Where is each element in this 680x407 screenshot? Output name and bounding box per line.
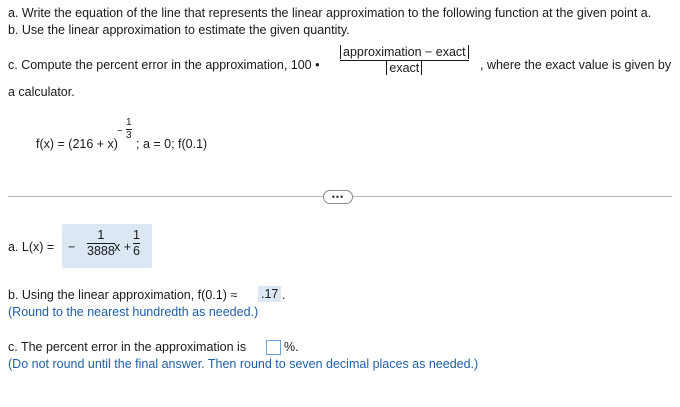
more-button[interactable]: ••• (323, 190, 353, 204)
exponent-numerator: 1 (126, 117, 132, 128)
part-c-suffix: %. (284, 340, 299, 354)
function-lhs: f(x) = (216 + x) (36, 137, 118, 151)
exponent-denominator: 3 (126, 130, 132, 141)
function-rest: ; a = 0; f(0.1) (136, 137, 208, 151)
instruction-a: a. Write the equation of the line that represents the linear approximation to the following function at the given point a. (8, 6, 652, 20)
part-b-hint: (Round to the nearest hundredth as needed.) (8, 305, 259, 319)
instruction-b: b. Use the linear approximation to estimate the given quantity. (8, 23, 350, 37)
part-a-coefficient (87, 228, 115, 259)
formula-numerator: approximation − exact (340, 45, 469, 59)
part-a-constant (133, 228, 140, 259)
percent-error-input[interactable] (266, 340, 281, 355)
function-exponent (126, 117, 132, 142)
part-a-negative-sign: − (68, 240, 76, 254)
formula-denominator: exact (386, 61, 422, 75)
instruction-c-tail: a calculator. (8, 85, 75, 99)
exponent-sign: − (117, 126, 123, 137)
part-a-label: a. L(x) = (8, 240, 55, 254)
part-b-answer[interactable]: .17 (258, 286, 281, 302)
instruction-c-prefix: c. Compute the percent error in the approximation, 100 • (8, 58, 320, 72)
part-c-text: c. The percent error in the approximation is (8, 340, 247, 354)
part-b-text: b. Using the linear approximation, f(0.1) ≈ (8, 288, 238, 302)
part-c-hint: (Do not round until the final answer. Then round to seven decimal places as needed.) (8, 357, 479, 371)
coefficient-denominator: 3888 (87, 244, 115, 258)
constant-numerator: 1 (133, 228, 140, 242)
constant-denominator: 6 (133, 244, 140, 258)
part-b-period: . (282, 288, 286, 302)
coefficient-numerator: 1 (97, 228, 105, 242)
part-a-variable: x + (114, 240, 132, 254)
percent-error-formula (340, 45, 469, 76)
instruction-c-suffix: , where the exact value is given by (480, 58, 672, 72)
